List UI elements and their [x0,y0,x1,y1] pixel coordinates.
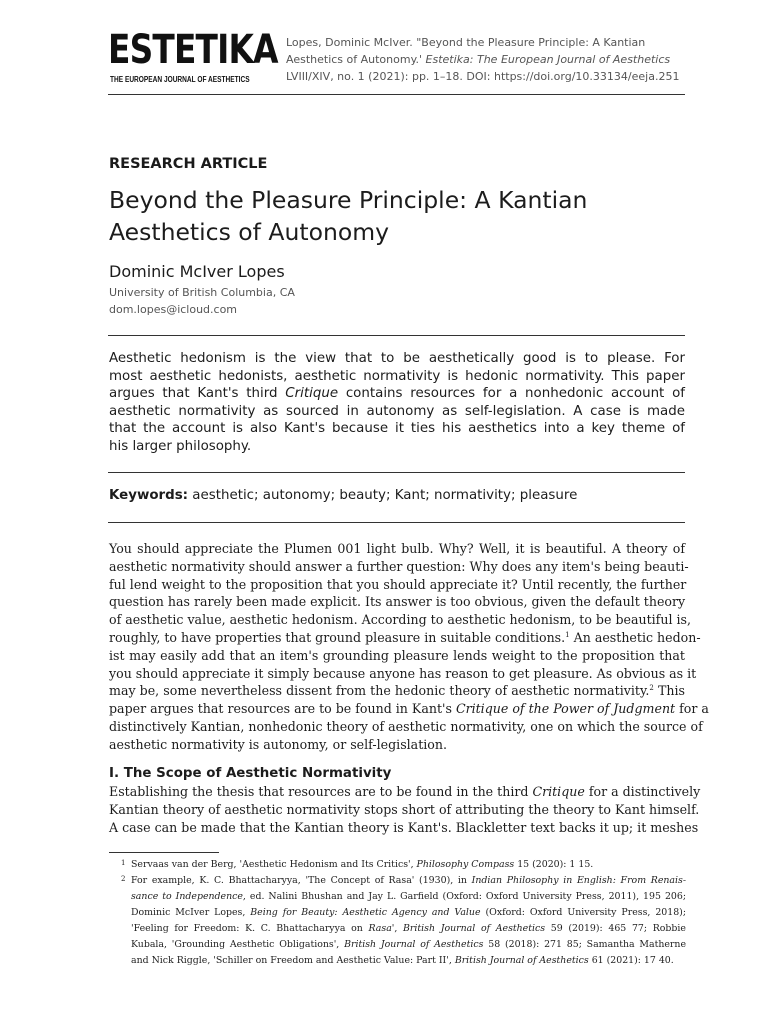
footnote-ref-1[interactable]: 1 [565,630,570,639]
keywords-label: Keywords: [109,488,189,503]
section-heading: I. The Scope of Aesthetic Normativity [109,766,392,781]
footnote-2: 2 For example, K. C. Bhattacharyya, 'The Concept of Rasa' (1930), in Indian Philosophy in English: From Renais- sance to Independence, ed. Nalini Bhushan and Jay L. Garfield (Oxford: Oxford University Press, 2011), 195 206; Dominic McIver Lopes, Being for Beauty: Aesthetic Agency and Value (Oxford: Oxford University Press, 2018); 'Feeling for Freedom: K. C. Bhattacharyya on Rasa', British Journal of Aesthetics 59 (2019): 465 77; Robbie Kubala, 'Grounding Aesthetic Obligations', British Journal of Aesthetics 58 (2018): 271 85; Samantha Matherne and Nick Riggle, 'Schiller on Freedom and Aesthetic Value: Part II', British Journal of Aesthetics 61 (2021): 17 40. [121,875,687,966]
footnote-divider [109,852,219,853]
keywords [109,488,577,503]
citation-line: Aesthetics of Autonomy.' Estetika: The European Journal of Aesthetics [286,53,671,66]
section-paragraph: Establishing the thesis that resources are to be found in the third Critique for a distinctively Kantian theory of aesthetic normativity stops short of attributing the theory to Kant himself. A case can be made that the Kantian theory is Kant's. Blackletter text backs it up; it meshes [109,784,701,835]
keywords-list: aesthetic; autonomy; beauty; Kant; normativity; pleasure [188,488,578,503]
footnote-1: 1 Servaas van der Berg, 'Aesthetic Hedonism and Its Critics', Philosophy Compass 15 (2020): 1 15. [121,859,594,870]
keywords-divider [108,522,685,523]
citation-block [286,34,686,85]
header-divider [108,94,685,95]
abstract-top-divider [108,335,685,336]
introduction-paragraph: You should appreciate the Plumen 001 light bulb. Why? Well, it is beautiful. A theory of aesthetic normativity should answer a further question: Why does any item's being beauti- ful lend weight to the proposition that you should appreciate it? Until recently, the further question has rarely been made explicit. Its answer is too obvious, given the default theory of aesthetic value, aesthetic hedonism. According to aesthetic hedonism, to be beautiful is, roughly, to have properties that ground pleasure in suitable conditions.$^1$ An aesthetic hedon- ist may easily add that an item's grounding pleasure lends weight to the proposition that you should appreciate it simply because anyone has reason to get pleasure. As obvious as it may be, some nevertheless dissent from the hedonic theory of aesthetic normativity.$^2$ This paper argues that resources are to be found in Kant's Critique of the Power of Judgment for a distinctively Kantian, nonhedonic theory of aesthetic normativity, one on which the source of aesthetic normativity is autonomy, or self-legislation. [109,541,709,752]
footnotes [109,857,686,969]
author-affiliation: University of British Columbia, CA [109,286,295,299]
journal-logo: ESTETIKA [108,27,278,73]
citation-line: Lopes, Dominic McIver. "Beyond the Pleasure Principle: A Kantian [286,36,646,49]
article-title: Beyond the Pleasure Principle: A Kantian Aesthetics of Autonomy [109,186,588,246]
abstract: Aesthetic hedonism is the view that to be aesthetically good is to please. For most aesthetic hedonists, aesthetic normativity is hedonic normativity. This paper argues that Kant's third Critique contains resources for a nonhedonic account of aesthetic normativity as sourced in autonomy as self-legislation. A case is made that the account is also Kant's because it ties his aesthetics into a key theme of his larger philosophy. [109,351,685,454]
citation-doi-line[interactable]: LVIII/XIV, no. 1 (2021): pp. 1–18. DOI: https://doi.org/10.33134/eeja.251 [286,70,680,83]
abstract-bottom-divider [108,472,685,473]
article-type-label: RESEARCH ARTICLE [109,156,268,172]
author-name: Dominic McIver Lopes [109,262,285,281]
footnote-ref-2[interactable]: 2 [649,684,654,693]
author-email[interactable]: dom.lopes@icloud.com [109,303,238,316]
journal-logo-subtitle: THE EUROPEAN JOURNAL OF AESTHETICS [110,75,250,84]
